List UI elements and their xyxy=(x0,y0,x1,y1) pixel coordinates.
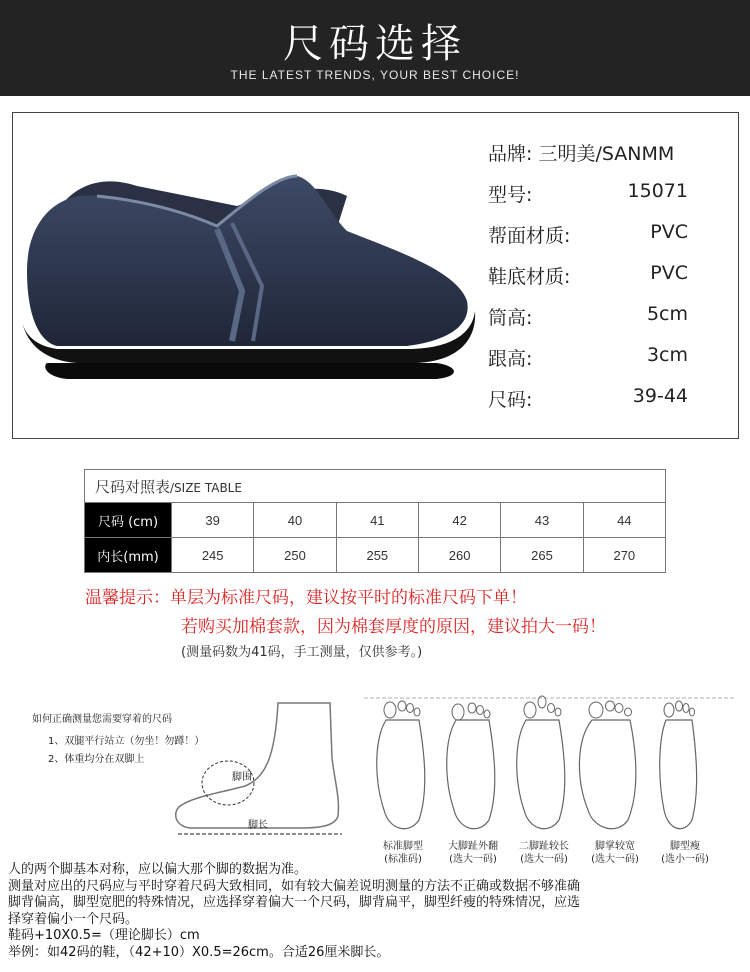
foot-side-illustration xyxy=(170,698,370,848)
foot-type-advice: (选大一码) xyxy=(520,854,568,865)
header-banner xyxy=(0,0,750,96)
foot-type-name: 标准脚型 xyxy=(383,841,423,852)
spec-row xyxy=(488,295,688,336)
foot-type-name: 二脚趾较长 xyxy=(519,841,569,852)
note-line: 择穿着偏小一个尺码。 xyxy=(8,911,139,927)
spec-value: 3cm xyxy=(646,344,688,366)
spec-value: 39-44 xyxy=(632,385,688,407)
shoe-image xyxy=(17,151,487,391)
length-label: 脚长 xyxy=(248,820,268,831)
measure-guide xyxy=(0,690,750,890)
spec-label: 帮面材质: xyxy=(488,225,571,247)
table-row xyxy=(85,538,666,573)
spec-row xyxy=(488,336,688,377)
caption-en: /SIZE TABLE xyxy=(170,480,242,495)
spec-row xyxy=(488,254,688,295)
measure-notes xyxy=(8,862,708,961)
girth-label: 脚围 xyxy=(232,772,252,783)
table-caption xyxy=(85,470,666,503)
foot-type-name: 脚型瘦 xyxy=(670,841,700,852)
spec-label: 尺码: xyxy=(488,389,533,411)
product-info-box xyxy=(12,112,739,439)
table-cell: 245 xyxy=(172,538,254,573)
table-cell: 260 xyxy=(418,538,500,573)
spec-value: PVC xyxy=(650,221,688,243)
spec-label: 跟高: xyxy=(488,348,533,370)
foot-type-advice: (选小一码) xyxy=(661,854,709,865)
spec-value: 5cm xyxy=(646,303,688,325)
note-line: 举例：如42码的鞋，（42+10）X0.5=26cm。合适26厘米脚长。 xyxy=(8,944,390,960)
brand-text: 品牌: 三明美/SANMM xyxy=(488,143,675,165)
product-specs xyxy=(488,131,688,418)
measure-title: 如何正确测量您需要穿着的尺码 xyxy=(32,714,172,725)
table-cell: 40 xyxy=(254,503,336,538)
measure-step-1: 1、双腿平行站立（勿坐！勿蹲！） xyxy=(48,736,205,747)
table-cell: 265 xyxy=(501,538,583,573)
table-cell: 42 xyxy=(418,503,500,538)
page-title: 尺码选择 xyxy=(283,21,467,67)
table-cell: 43 xyxy=(501,503,583,538)
spec-brand xyxy=(488,131,688,172)
spec-value: PVC xyxy=(650,262,688,284)
row-head-length: 内长(mm) xyxy=(85,538,172,573)
foot-type-advice: (选大一码) xyxy=(449,854,497,865)
table-row xyxy=(85,503,666,538)
table-cell: 255 xyxy=(336,538,418,573)
size-table xyxy=(84,469,666,573)
spec-label: 型号: xyxy=(488,184,533,206)
table-caption-row xyxy=(85,470,666,503)
measure-step-2: 2、体重均分在双脚上 xyxy=(48,754,145,765)
note-line: 脚背偏高，脚型宽肥的特殊情况，应选择穿着偏大一个尺码，脚背扁平，脚型纤瘦的特殊情况，应选 xyxy=(8,895,581,910)
foot-type-advice: (标准码) xyxy=(384,854,422,865)
note-line: 测量对应出的尺码应与平时穿着尺码大致相同，如有较大偏差说明测量的方法不正确或数据不够准确 xyxy=(8,878,581,894)
foot-type-name: 大脚趾外翻 xyxy=(448,841,498,852)
table-cell: 44 xyxy=(583,503,665,538)
foot-type-name: 脚掌较宽 xyxy=(595,841,635,852)
tip-line-2: 若购买加棉套款，因为棉套厚度的原因，建议拍大一码！ xyxy=(181,617,606,637)
spec-label: 鞋底材质: xyxy=(488,266,571,288)
spec-row xyxy=(488,377,688,418)
tip-line-1: 温馨提示：单层为标准尺码，建议按平时的标准尺码下单！ xyxy=(85,588,527,608)
note-line: 鞋码+10X0.5=（理论脚长）cm xyxy=(8,928,200,943)
table-cell: 270 xyxy=(583,538,665,573)
foot-type-advice: (选大一码) xyxy=(591,854,639,865)
spec-row xyxy=(488,172,688,213)
page-subtitle: THE LATEST TRENDS, YOUR BEST CHOICE! xyxy=(230,68,520,82)
table-cell: 39 xyxy=(172,503,254,538)
row-head-size: 尺码 (cm) xyxy=(85,503,172,538)
spec-row xyxy=(488,213,688,254)
table-cell: 41 xyxy=(336,503,418,538)
table-cell: 250 xyxy=(254,538,336,573)
tip-line-3: (测量码数为41码，手工测量，仅供参考。) xyxy=(181,645,423,660)
spec-value: 15071 xyxy=(627,180,688,202)
caption-cn: 尺码对照表 xyxy=(95,477,171,496)
spec-label: 筒高: xyxy=(488,307,533,329)
note-line: 人的两个脚基本对称，应以偏大那个脚的数据为准。 xyxy=(8,862,308,877)
